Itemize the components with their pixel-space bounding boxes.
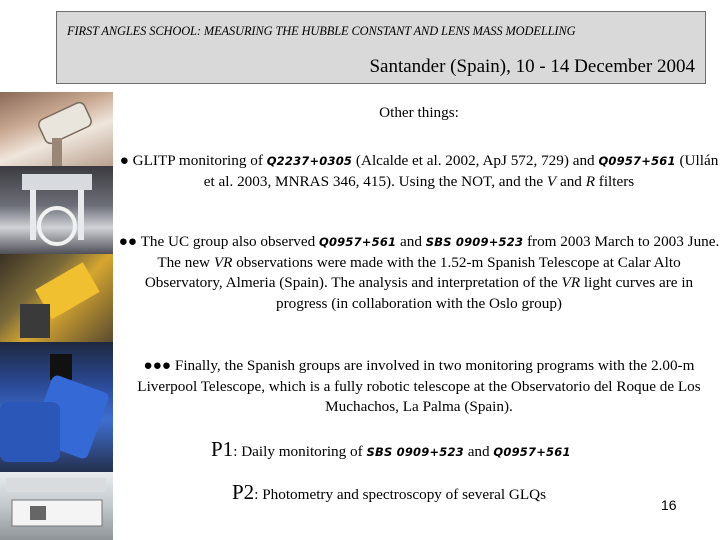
event-dates: Santander (Spain), 10 - 14 December 2004 — [369, 56, 695, 77]
text: and — [556, 172, 586, 190]
telescope-mount-photo — [0, 166, 113, 254]
text: filters — [594, 172, 635, 190]
telescope-yellow-illustration — [0, 254, 113, 342]
text: (Alcalde et al. 2002, ApJ 572, 729) and — [352, 152, 599, 169]
text: and — [463, 443, 494, 460]
bullet: ● — [119, 152, 129, 169]
text: light curves are in progress (in collaboration with the Oslo group) — [276, 274, 694, 312]
text: from 2003 March to 2003 June. The new — [157, 233, 720, 271]
program-label: P1 — [211, 437, 234, 461]
text: : Daily monitoring of — [233, 443, 367, 460]
text: Finally, the Spanish groups are involved in two monitoring programs with the 2.00-m Liverpool Telescope, which is a fully robotic telescope at the Observatorio del Roque de Los Muchachos, La Palma (Spain). — [137, 357, 701, 415]
object-name: SBS 0909+523 — [425, 235, 524, 249]
filter-name: V — [546, 172, 557, 190]
telescope-mount-illustration — [0, 166, 113, 254]
filter-name: VR — [213, 253, 233, 271]
photo-strip — [0, 92, 113, 540]
text: : Photometry and spectroscopy of several GLQs — [254, 486, 547, 503]
object-name: Q0957+561 — [319, 235, 397, 249]
section-heading: Other things: — [379, 104, 459, 121]
list-item-uc-group — [118, 232, 720, 314]
telescope-yellow-photo — [0, 254, 113, 342]
bullet: ●● — [118, 233, 138, 250]
telescope-blue-illustration — [0, 342, 113, 472]
program-label: P2 — [232, 480, 255, 504]
object-name: SBS 0909+523 — [366, 445, 464, 459]
text: The UC group also observed — [137, 233, 319, 250]
header-box — [56, 11, 706, 84]
text: observations were made with the 1.52-m Spanish Telescope at Calar Alto Observatory, Almeria (Spain). The analysis and interpretation of the — [144, 253, 681, 291]
filter-name: R — [585, 172, 595, 190]
telescope-blue-photo — [0, 342, 113, 472]
observatory-building-illustration — [0, 472, 113, 540]
list-item-spanish-groups — [118, 356, 720, 418]
object-name: Q0957+561 — [493, 445, 571, 459]
slide-title: FIRST ANGLES SCHOOL: MEASURING THE HUBBLE CONSTANT AND LENS MASS MODELLING — [67, 24, 576, 38]
telescope-dome-photo — [0, 92, 113, 166]
page-number: 16 — [661, 497, 677, 513]
observatory-building-photo — [0, 472, 113, 540]
object-name: Q2237+0305 — [266, 154, 353, 168]
program-p1 — [211, 437, 571, 462]
text: (Ullán et al. 2003, MNRAS 346, 415). Using the NOT, and the — [203, 152, 719, 190]
telescope-dome-illustration — [0, 92, 113, 166]
text: GLITP monitoring of — [128, 152, 267, 169]
text: and — [396, 233, 426, 250]
list-item-glitp — [118, 151, 720, 192]
filter-name: VR — [561, 274, 581, 291]
bullet: ●●● — [143, 357, 172, 374]
program-p2 — [232, 480, 546, 505]
object-name: Q0957+561 — [598, 154, 676, 168]
